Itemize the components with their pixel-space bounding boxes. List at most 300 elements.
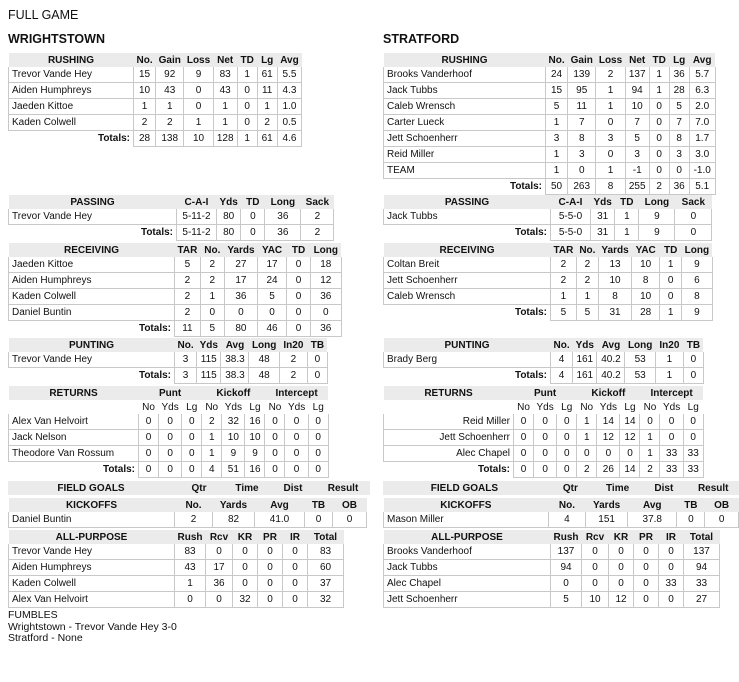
stat-cell: 0 [333,512,367,528]
stat-cell: 36 [265,209,301,225]
table-row [9,414,329,430]
stat-cell: 0 [649,115,669,131]
stat-cell: 1 [237,67,257,83]
total-cell: 9 [639,225,675,241]
stat-cell: 4 [551,352,573,368]
stat-cell: 1 [576,289,598,305]
total-cell: 28 [134,131,156,147]
total-cell: 31 [598,305,631,321]
stat-cell: 2 [175,305,201,321]
stat-cell: 0 [139,430,159,446]
stat-cell: 2 [596,67,625,83]
section-label: FIELD GOALS [8,481,174,495]
stat-cell: 3 [669,147,689,163]
column-header: No. [551,338,573,352]
stat-cell: 0 [237,83,257,99]
table-row [384,273,713,289]
stat-cell: 41.0 [255,512,305,528]
page-title: FULL GAME [8,8,79,22]
total-cell: 40.2 [597,368,625,384]
punting-header [384,338,704,352]
stat-cell: 1 [577,430,597,446]
stat-cell: 27 [224,257,257,273]
column-header: OB [705,498,739,512]
stat-cell: 36 [206,576,233,592]
stat-cell: 48 [249,352,279,368]
stat-cell: 1 [649,83,669,99]
player-name: Coltan Breit [384,257,551,273]
stat-cell: 10 [582,592,609,608]
stat-cell: 10 [598,273,631,289]
stat-cell: 0 [139,446,159,462]
returns-subheader [9,400,329,414]
stat-cell: 0 [258,592,283,608]
section-label: RUSHING [9,53,134,67]
stat-cell: 0 [534,430,557,446]
stat-cell: 3 [546,131,568,147]
punting-header [9,338,328,352]
total-cell: 0 [514,462,534,478]
stat-cell: 8 [568,131,596,147]
section-label: PASSING [9,195,177,209]
stat-cell: 5 [625,131,649,147]
stat-cell: 11 [568,99,596,115]
totals-row [384,368,704,384]
stat-cell: 0 [514,430,534,446]
stat-cell: 3.0 [689,147,715,163]
stat-cell: 2 [134,115,156,131]
stat-cell: 0 [237,115,257,131]
table-row [9,352,328,368]
totals-row [384,225,712,241]
stat-cell: 10 [245,430,265,446]
stat-cell: 2 [175,512,213,528]
total-cell: 0 [557,462,577,478]
passing-header [9,195,334,209]
stat-cell: 80 [217,209,241,225]
group-header: Kickoff [577,386,640,400]
stat-cell: 0 [634,560,659,576]
group-header: Punt [514,386,577,400]
stat-cell: 95 [568,83,596,99]
stat-cell: 0 [283,592,308,608]
stat-cell: 1 [202,446,222,462]
total-cell: 26 [597,462,620,478]
section-label: ALL-PURPOSE [384,530,551,544]
table-row [9,576,344,592]
away-rushing-table [383,53,716,195]
column-header: TB [683,338,703,352]
player-name: Jett Schoenherr [384,131,546,147]
total-cell: 0 [287,321,311,337]
blank-cell [384,400,514,414]
stat-cell: 94 [684,560,720,576]
player-name: Brooks Vanderhoof [384,67,546,83]
section-label: RETURNS [384,386,514,400]
table-row [9,544,344,560]
stat-cell: 33 [659,576,684,592]
column-header: Result [316,481,370,495]
stat-cell: 0 [241,209,265,225]
totals-label: Totals: [9,368,175,384]
group-header: Intercept [265,386,328,400]
player-name: Brady Berg [384,352,551,368]
stat-cell: 1 [640,446,660,462]
column-header: TAR [551,243,577,257]
stat-cell: 1 [546,147,568,163]
column-header: Yds [159,400,182,414]
total-cell: 2 [577,462,597,478]
column-header: C-A-I [551,195,591,209]
table-row [384,147,716,163]
total-cell: 0 [159,462,182,478]
player-name: Jack Tubbs [384,209,551,225]
stat-cell: 0 [184,99,213,115]
column-header: No. [576,243,598,257]
stat-cell: 0 [308,430,328,446]
stat-cell: 17 [206,560,233,576]
stat-cell: 0 [182,430,202,446]
player-name: Carter Lueck [384,115,546,131]
column-header: TB [307,338,327,352]
stat-cell: 161 [573,352,597,368]
column-header: Long [249,338,279,352]
stat-cell: 0 [283,544,308,560]
table-row [384,512,739,528]
total-cell: 2 [279,368,307,384]
home-field-goals-table [8,481,370,495]
table-row [384,289,713,305]
column-header: TD [615,195,639,209]
home-rushing-table [8,53,302,147]
column-header: PR [634,530,659,544]
total-cell: 1 [655,368,683,384]
stat-cell: 0 [265,446,285,462]
fumbles-away: Stratford - None [8,632,83,644]
total-cell: 138 [156,131,184,147]
column-header: TAR [175,243,201,257]
total-cell: 263 [568,179,596,195]
column-header: TD [660,243,682,257]
column-header: Gain [568,53,596,67]
column-header: Yards [213,498,255,512]
stat-cell: 82 [213,512,255,528]
stat-cell: 2 [156,115,184,131]
stat-cell: 0 [649,99,669,115]
stat-cell: 1 [202,430,222,446]
total-cell: 4.6 [277,131,302,147]
player-name: Jack Tubbs [384,560,551,576]
stat-cell: 10 [134,83,156,99]
total-cell: 9 [682,305,712,321]
total-cell: 16 [245,462,265,478]
table-row [384,414,704,430]
group-header: Punt [139,386,202,400]
total-cell: 50 [546,179,568,195]
stat-cell: 0 [596,115,625,131]
section-label: RETURNS [9,386,139,400]
totals-label: Totals: [9,462,139,478]
stat-cell: 115 [197,352,221,368]
stat-cell: 36 [311,289,341,305]
stat-cell: 10 [625,99,649,115]
column-header: Avg [597,338,625,352]
passing-header [384,195,712,209]
column-header: TD [649,53,669,67]
totals-label: Totals: [384,305,551,321]
stat-cell: 9 [222,446,245,462]
stat-cell: 0 [577,446,597,462]
stat-cell: 0 [175,592,206,608]
stat-cell: 15 [546,83,568,99]
stat-cell: 0 [683,430,703,446]
away-passing-table [383,195,712,241]
stat-cell: 0 [660,289,682,305]
stat-cell: 32 [308,592,344,608]
total-cell: 5 [551,305,577,321]
stat-cell: 0 [233,560,258,576]
stat-cell: 0 [675,209,712,225]
player-name: Caleb Wrensch [384,99,546,115]
stat-cell: 2 [200,273,224,289]
stat-cell: 12 [311,273,341,289]
stat-cell: 0 [534,414,557,430]
totals-label: Totals: [9,131,134,147]
stat-cell: 5 [175,257,201,273]
stat-cell: 2 [576,273,598,289]
stat-cell: 0 [283,560,308,576]
player-name: Daniel Buntin [9,512,175,528]
column-header: Result [687,481,739,495]
stat-cell: 7 [568,115,596,131]
stat-cell: 5 [546,99,568,115]
stat-cell: 9 [184,67,213,83]
section-label: RUSHING [384,53,546,67]
totals-label: Totals: [384,179,546,195]
total-cell: 3 [175,368,197,384]
stat-cell: 27 [684,592,720,608]
total-cell: 36 [311,321,341,337]
total-cell: 48 [249,368,279,384]
stat-cell: 0 [609,560,634,576]
total-cell: 0 [675,225,712,241]
stat-cell: 5 [551,592,582,608]
stat-cell: 0 [568,163,596,179]
table-row [384,560,720,576]
stat-cell: 0 [705,512,739,528]
total-cell: 0 [265,462,285,478]
total-cell: 4 [551,368,573,384]
stat-cell: 36 [224,289,257,305]
table-row [384,67,716,83]
stat-cell: 1 [577,414,597,430]
stat-cell: 1 [200,289,224,305]
stat-cell: 137 [684,544,720,560]
returns-header [384,386,704,400]
home-all-purpose-table [8,530,344,608]
total-cell: 5-5-0 [551,225,591,241]
total-cell: 46 [258,321,287,337]
stat-cell: 0 [659,592,684,608]
stat-cell: 18 [311,257,341,273]
total-cell: 36 [669,179,689,195]
stat-cell: 2 [279,352,307,368]
stat-cell: 2 [202,414,222,430]
column-header: TD [287,243,311,257]
stat-cell: 0 [285,446,308,462]
table-row [384,209,712,225]
stat-cell: 0 [609,544,634,560]
stat-cell: 83 [175,544,206,560]
stat-cell: 0 [659,560,684,576]
stat-cell: 137 [625,67,649,83]
stat-cell: 24 [258,273,287,289]
stat-cell: 5-5-0 [551,209,591,225]
column-header: Yds [197,338,221,352]
stat-cell: 0 [258,560,283,576]
total-cell: 38.3 [221,368,249,384]
stat-cell: 4 [548,512,586,528]
totals-row [9,368,328,384]
column-header: Yds [660,400,683,414]
player-name: Trevor Vande Hey [9,352,175,368]
table-row [384,83,716,99]
column-header: Dist [270,481,316,495]
stat-cell: 0 [311,305,341,321]
totals-label: Totals: [384,368,551,384]
table-row [9,209,334,225]
stat-cell: 0 [596,147,625,163]
stat-cell: 9 [639,209,675,225]
player-name: Alex Van Helvoirt [9,592,175,608]
group-header: Kickoff [202,386,265,400]
stat-cell: 43 [213,83,237,99]
stat-cell: 0 [634,592,659,608]
away-kickoffs-table [383,498,739,528]
column-header: No. [548,498,586,512]
stat-cell: 0 [660,430,683,446]
stat-cell: 0 [287,305,311,321]
player-name: Trevor Vande Hey [9,544,175,560]
stat-cell: 37.8 [628,512,677,528]
stat-cell: 0 [534,446,557,462]
column-header: Sack [301,195,334,209]
returns-header [9,386,329,400]
total-cell: 5 [576,305,598,321]
column-header: Lg [245,400,265,414]
column-header: YAC [632,243,660,257]
stat-cell: 28 [669,83,689,99]
player-name: Jaeden Kittoe [9,257,175,273]
stat-cell: 6 [682,273,712,289]
total-cell: 0 [285,462,308,478]
totals-label: Totals: [9,321,175,337]
stat-cell: 5 [669,99,689,115]
stat-cell: 1 [156,99,184,115]
column-header: Lg [669,53,689,67]
column-header: No. [175,498,213,512]
stat-cell: 61 [257,67,277,83]
player-name: Aiden Humphreys [9,560,175,576]
column-header: Lg [182,400,202,414]
column-header: Rcv [206,530,233,544]
total-cell: 80 [224,321,257,337]
player-name: Kaden Colwell [9,289,175,305]
column-header: TB [677,498,705,512]
totals-label: Totals: [384,225,551,241]
stat-cell: 43 [175,560,206,576]
column-header: No [640,400,660,414]
stat-cell: 0 [283,576,308,592]
table-row [9,289,342,305]
total-cell: 5.1 [689,179,715,195]
stat-cell: 0 [649,163,669,179]
table-row [384,544,720,560]
total-cell: 2 [640,462,660,478]
stat-cell: 24 [546,67,568,83]
totals-label: Totals: [9,225,177,241]
stat-cell: 5-11-2 [177,209,217,225]
away-punting-table [383,338,704,384]
column-header: C-A-I [177,195,217,209]
column-header: Yds [597,400,620,414]
stat-cell: 0 [159,446,182,462]
column-header: Yards [224,243,257,257]
stat-cell: 3 [568,147,596,163]
stat-cell: 0 [237,99,257,115]
home-passing-table [8,195,334,241]
column-header: Lg [620,400,640,414]
stat-cell: 3 [175,352,197,368]
stat-cell: 2 [301,209,334,225]
stat-cell: 1 [660,257,682,273]
stat-cell: 17 [258,257,287,273]
kickoffs-header [9,498,367,512]
stat-cell: 1 [640,430,660,446]
player-name: Jett Schoenherr [384,592,551,608]
player-name: Brooks Vanderhoof [384,544,551,560]
stat-cell: 1 [257,99,277,115]
away-all-purpose-table [383,530,720,608]
total-cell: 1 [660,305,682,321]
player-name: Jack Tubbs [384,83,546,99]
stat-cell: 0 [582,560,609,576]
section-label: PUNTING [9,338,175,352]
stat-cell: 33 [684,576,720,592]
table-row [9,560,344,576]
player-name: Jaeden Kittoe [9,99,134,115]
column-header: No [577,400,597,414]
stat-cell: 7 [669,115,689,131]
player-name: Jack Nelson [9,430,139,446]
stat-cell: 17 [224,273,257,289]
section-label: PASSING [384,195,551,209]
stat-cell: 2 [576,257,598,273]
stat-cell: 1 [655,352,683,368]
column-header: Rcv [582,530,609,544]
stat-cell: 83 [213,67,237,83]
column-header: No [202,400,222,414]
stat-cell: 1 [213,115,237,131]
stat-cell: 1 [649,67,669,83]
stat-cell: 94 [551,560,582,576]
stat-cell: 36 [669,67,689,83]
stat-cell: 0 [557,414,577,430]
table-row [384,131,716,147]
column-header: Long [311,243,341,257]
stat-cell: 53 [625,352,655,368]
total-cell: 0 [241,225,265,241]
